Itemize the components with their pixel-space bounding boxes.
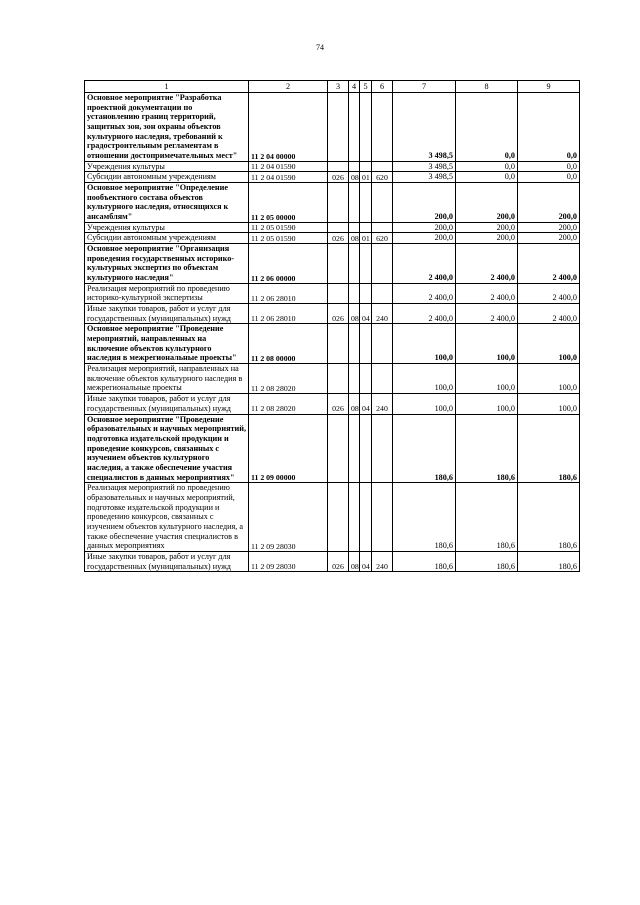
row-col-3 — [328, 183, 349, 223]
row-code: 11 2 09 28030 — [249, 551, 328, 571]
row-value-8: 100,0 — [456, 364, 518, 394]
row-value-8: 0,0 — [456, 172, 518, 183]
row-value-8: 0,0 — [456, 93, 518, 162]
table-row — [85, 222, 580, 233]
row-col-3 — [328, 364, 349, 394]
row-value-9: 200,0 — [518, 233, 580, 244]
row-name: Основное мероприятие "Определение пообъектного состава объектов культурного наследия, относящихся к ансамблям" — [85, 183, 249, 223]
row-value-9: 0,0 — [518, 161, 580, 172]
row-value-7: 200,0 — [393, 183, 456, 223]
row-value-9: 0,0 — [518, 93, 580, 162]
row-value-8: 200,0 — [456, 222, 518, 233]
row-value-7: 180,6 — [393, 414, 456, 483]
row-col-4 — [349, 364, 360, 394]
row-code: 11 2 05 00000 — [249, 183, 328, 223]
table-row — [85, 364, 580, 394]
row-value-8: 2 400,0 — [456, 283, 518, 303]
row-col-3 — [328, 222, 349, 233]
row-col-6 — [372, 161, 393, 172]
row-code: 11 2 06 28010 — [249, 283, 328, 303]
row-col-6: 620 — [372, 233, 393, 244]
row-value-9: 2 400,0 — [518, 244, 580, 284]
row-col-3 — [328, 483, 349, 552]
table-row — [85, 172, 580, 183]
row-col-6: 240 — [372, 394, 393, 414]
row-value-9: 180,6 — [518, 551, 580, 571]
row-col-5 — [360, 483, 372, 552]
row-name: Основное мероприятие "Проведение образовательных и научных мероприятий, подготовка издательской продукции и проведение конкурсов, связанных с изучением объектов культурного наследия, а также обеспечение участия специалистов в данных мероприятиях" — [85, 414, 249, 483]
row-col-3 — [328, 244, 349, 284]
header-col-4: 4 — [349, 81, 360, 93]
row-code: 11 2 08 28020 — [249, 364, 328, 394]
row-col-5 — [360, 324, 372, 364]
row-col-3 — [328, 283, 349, 303]
row-name: Иные закупки товаров, работ и услуг для государственных (муниципальных) нужд — [85, 304, 249, 324]
row-value-7: 180,6 — [393, 483, 456, 552]
row-value-7: 100,0 — [393, 324, 456, 364]
row-col-6 — [372, 244, 393, 284]
row-name: Субсидии автономным учреждениям — [85, 172, 249, 183]
header-col-3: 3 — [328, 81, 349, 93]
row-col-6 — [372, 414, 393, 483]
row-col-4 — [349, 222, 360, 233]
header-col-8: 8 — [456, 81, 518, 93]
row-name: Учреждения культуры — [85, 161, 249, 172]
row-col-4: 08 — [349, 233, 360, 244]
main-activity-row — [85, 414, 580, 483]
table-row — [85, 233, 580, 244]
row-code: 11 2 05 01590 — [249, 222, 328, 233]
row-col-5: 04 — [360, 304, 372, 324]
row-name: Иные закупки товаров, работ и услуг для государственных (муниципальных) нужд — [85, 394, 249, 414]
header-col-6: 6 — [372, 81, 393, 93]
row-col-3 — [328, 324, 349, 364]
budget-table — [84, 80, 580, 572]
row-col-6 — [372, 483, 393, 552]
row-col-4 — [349, 414, 360, 483]
row-col-3: 026 — [328, 394, 349, 414]
row-value-9: 200,0 — [518, 183, 580, 223]
row-value-8: 100,0 — [456, 394, 518, 414]
row-value-9: 100,0 — [518, 324, 580, 364]
row-code: 11 2 04 01590 — [249, 161, 328, 172]
row-value-9: 0,0 — [518, 172, 580, 183]
row-col-4 — [349, 93, 360, 162]
table-header-row — [85, 81, 580, 93]
row-code: 11 2 04 00000 — [249, 93, 328, 162]
row-value-8: 2 400,0 — [456, 244, 518, 284]
row-col-5 — [360, 161, 372, 172]
row-value-7: 100,0 — [393, 364, 456, 394]
row-col-5 — [360, 222, 372, 233]
main-activity-row — [85, 244, 580, 284]
row-name: Основное мероприятие "Разработка проектной документации по установлению границ территорий, защитных зон, зон охраны объектов культурного наследия, требований к градостроительным регламентам в отношении достопримечательных мест" — [85, 93, 249, 162]
row-value-8: 100,0 — [456, 324, 518, 364]
row-name: Учреждения культуры — [85, 222, 249, 233]
row-value-8: 200,0 — [456, 183, 518, 223]
row-value-7: 2 400,0 — [393, 244, 456, 284]
row-col-6 — [372, 93, 393, 162]
row-value-9: 200,0 — [518, 222, 580, 233]
row-value-7: 2 400,0 — [393, 304, 456, 324]
header-col-1: 1 — [85, 81, 249, 93]
table-body — [85, 81, 580, 572]
row-col-5 — [360, 244, 372, 284]
row-value-9: 2 400,0 — [518, 304, 580, 324]
row-name: Реализация мероприятий по проведению историко-культурной экспертизы — [85, 283, 249, 303]
row-col-6 — [372, 324, 393, 364]
table-row — [85, 283, 580, 303]
row-col-5 — [360, 364, 372, 394]
row-code: 11 2 08 28020 — [249, 394, 328, 414]
main-activity-row — [85, 324, 580, 364]
row-col-5: 04 — [360, 551, 372, 571]
row-value-8: 2 400,0 — [456, 304, 518, 324]
row-col-3 — [328, 414, 349, 483]
row-col-6 — [372, 364, 393, 394]
row-col-6 — [372, 283, 393, 303]
row-value-8: 180,6 — [456, 551, 518, 571]
row-col-6: 240 — [372, 304, 393, 324]
row-name: Реализация мероприятий по проведению образовательных и научных мероприятий, подготовке издательской продукции и проведению конкурсов, связанных с изучением объектов культурного наследия, а также обеспечение участия специалистов в данных мероприятиях — [85, 483, 249, 552]
row-col-4 — [349, 283, 360, 303]
header-col-7: 7 — [393, 81, 456, 93]
main-activity-row — [85, 183, 580, 223]
row-value-9: 2 400,0 — [518, 283, 580, 303]
row-code: 11 2 09 00000 — [249, 414, 328, 483]
row-col-4: 08 — [349, 304, 360, 324]
row-col-5 — [360, 183, 372, 223]
row-value-9: 100,0 — [518, 394, 580, 414]
row-col-4 — [349, 244, 360, 284]
row-col-3: 026 — [328, 233, 349, 244]
row-value-8: 0,0 — [456, 161, 518, 172]
row-col-4: 08 — [349, 394, 360, 414]
row-name: Иные закупки товаров, работ и услуг для государственных (муниципальных) нужд — [85, 551, 249, 571]
table-row — [85, 483, 580, 552]
row-code: 11 2 08 00000 — [249, 324, 328, 364]
row-col-5: 04 — [360, 394, 372, 414]
table-row — [85, 304, 580, 324]
row-code: 11 2 09 28030 — [249, 483, 328, 552]
row-value-7: 180,6 — [393, 551, 456, 571]
table-row — [85, 551, 580, 571]
table-row — [85, 161, 580, 172]
row-value-7: 200,0 — [393, 233, 456, 244]
row-col-6 — [372, 183, 393, 223]
row-col-5: 01 — [360, 233, 372, 244]
row-col-3 — [328, 93, 349, 162]
row-value-9: 180,6 — [518, 483, 580, 552]
row-col-5 — [360, 414, 372, 483]
row-col-4: 08 — [349, 551, 360, 571]
row-col-5 — [360, 283, 372, 303]
row-name: Основное мероприятие "Проведение мероприятий, направленных на включение объектов культурного наследия в межрегиональные проекты" — [85, 324, 249, 364]
row-value-8: 180,6 — [456, 483, 518, 552]
row-value-7: 3 498,5 — [393, 93, 456, 162]
row-value-8: 200,0 — [456, 233, 518, 244]
row-col-4: 08 — [349, 172, 360, 183]
row-code: 11 2 06 00000 — [249, 244, 328, 284]
row-value-7: 200,0 — [393, 222, 456, 233]
row-col-4 — [349, 161, 360, 172]
row-col-3 — [328, 161, 349, 172]
row-name: Основное мероприятие "Организация проведения государственных историко-культурных экспертиз по объектам культурного наследия" — [85, 244, 249, 284]
table-row — [85, 394, 580, 414]
row-name: Субсидии автономным учреждениям — [85, 233, 249, 244]
row-col-4 — [349, 483, 360, 552]
row-col-4 — [349, 324, 360, 364]
row-col-5: 01 — [360, 172, 372, 183]
row-value-7: 2 400,0 — [393, 283, 456, 303]
page-number: 74 — [316, 43, 324, 52]
row-col-5 — [360, 93, 372, 162]
row-col-3: 026 — [328, 304, 349, 324]
header-col-9: 9 — [518, 81, 580, 93]
row-col-6 — [372, 222, 393, 233]
row-col-3: 026 — [328, 551, 349, 571]
row-value-9: 180,6 — [518, 414, 580, 483]
row-value-8: 180,6 — [456, 414, 518, 483]
row-value-9: 100,0 — [518, 364, 580, 394]
header-col-5: 5 — [360, 81, 372, 93]
row-value-7: 3 498,5 — [393, 172, 456, 183]
row-code: 11 2 06 28010 — [249, 304, 328, 324]
row-col-4 — [349, 183, 360, 223]
main-activity-row — [85, 93, 580, 162]
row-col-3: 026 — [328, 172, 349, 183]
row-value-7: 100,0 — [393, 394, 456, 414]
header-col-2: 2 — [249, 81, 328, 93]
row-code: 11 2 05 01590 — [249, 233, 328, 244]
row-value-7: 3 498,5 — [393, 161, 456, 172]
row-col-6: 620 — [372, 172, 393, 183]
row-code: 11 2 04 01590 — [249, 172, 328, 183]
row-col-6: 240 — [372, 551, 393, 571]
row-name: Реализация мероприятий, направленных на включение объектов культурного наследия в межрегиональные проекты — [85, 364, 249, 394]
